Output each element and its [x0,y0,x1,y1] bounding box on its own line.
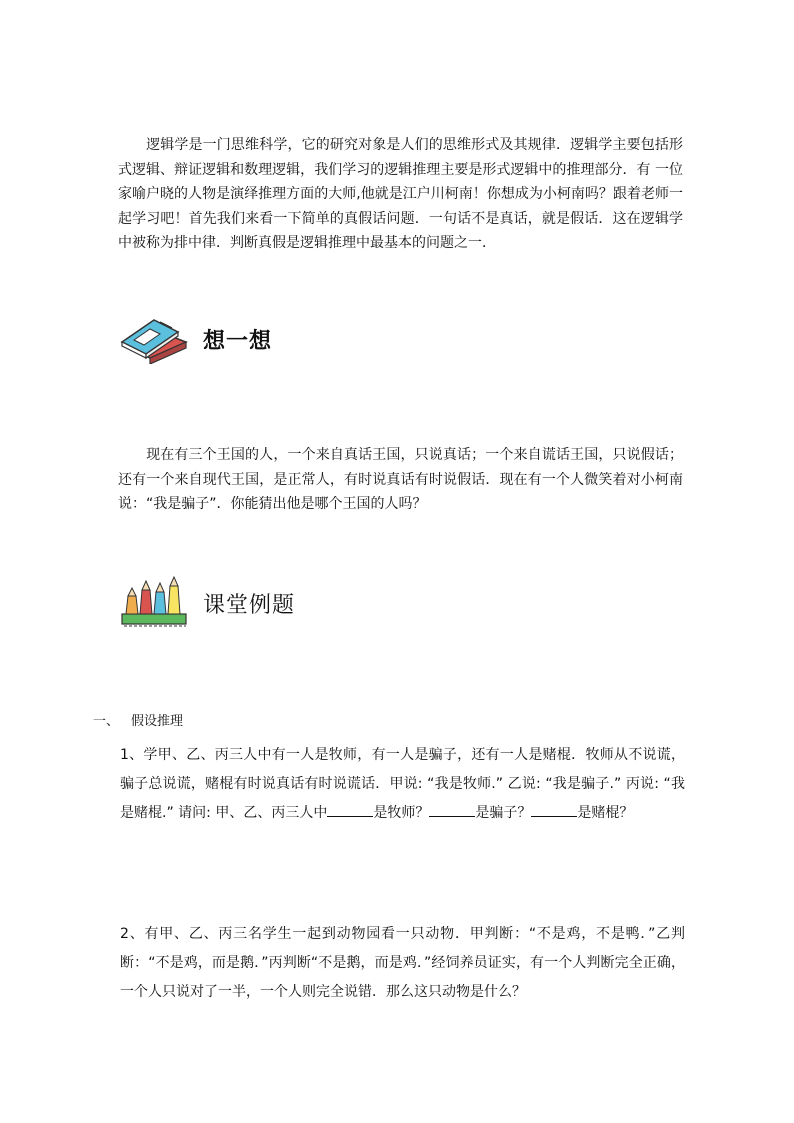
problem-2-text: 2、有甲、乙、丙三名学生一起到动物园看一只动物．甲判断：“不是鸡，不是鸭．”乙判断：“不是鸡，而是鹅．”丙判断“不是鹅，而是鸡．”经饲养员证实，有一个人判断完全正确，一个人只说对了一半，一个人则完全说错．那么这只动物是什么？ [120,926,685,1000]
pencils-icon [120,576,190,628]
section-title-think: 想一想 [203,329,273,354]
problem-1-gambler-label: 是赌棍？ [577,805,634,821]
subsection-title: 假设推理 [131,714,184,729]
intro-text: 逻辑学是一门思维科学，它的研究对象是人们的思维形式及其规律．逻辑学主要包括形式逻辑、辩证逻辑和数理逻辑，我们学习的逻辑推理主要是形式逻辑中的推理部分．有 一位家喻户晓的人物是演绎推理方面的大师,他就是江户川柯南！你想成为小柯南吗？跟着老师一起学习吧！首先我们来看一下简单的真假话问题．一句话不是真话，就是假话．这在逻辑学中被称为排中律．判断真假是逻辑推理中最基本的问题之一． [118,137,683,251]
subsection-heading [93,710,195,729]
problem-1 [120,741,685,828]
subsection-number: 一、 [93,714,120,729]
answer-blank-gambler[interactable] [531,802,577,817]
answer-blank-liar[interactable] [429,802,475,817]
intro-paragraph [118,133,683,256]
problem-2 [120,920,685,1007]
problem-1-liar-label: 是骗子？ [475,805,532,821]
problem-1-text: 1、学甲、乙、丙三人中有一人是牧师，有一人是骗子，还有一人是赌棍．牧师从不说谎，骗子总说谎，赌棍有时说真话有时说谎话．甲说: “我是牧师.” 乙说: “我是骗子.” 丙说: “我是赌棍.” 请问: 甲、乙、丙三人中 [120,747,685,821]
answer-blank-priest[interactable] [327,802,373,817]
books-icon [120,312,188,364]
think-paragraph [118,443,683,517]
think-text: 现在有三个王国的人，一个来自真话王国，只说真话；一个来自谎话王国，只说假话；还有一个来自现代王国，是正常人，有时说真话有时说假话．现在有一个人微笑着对小柯南说：“我是骗子”．你能猜出他是哪个王国的人吗？ [118,447,683,512]
section-title-examples: 课堂例题 [203,593,296,618]
problem-1-priest-label: 是牧师？ [373,805,430,821]
